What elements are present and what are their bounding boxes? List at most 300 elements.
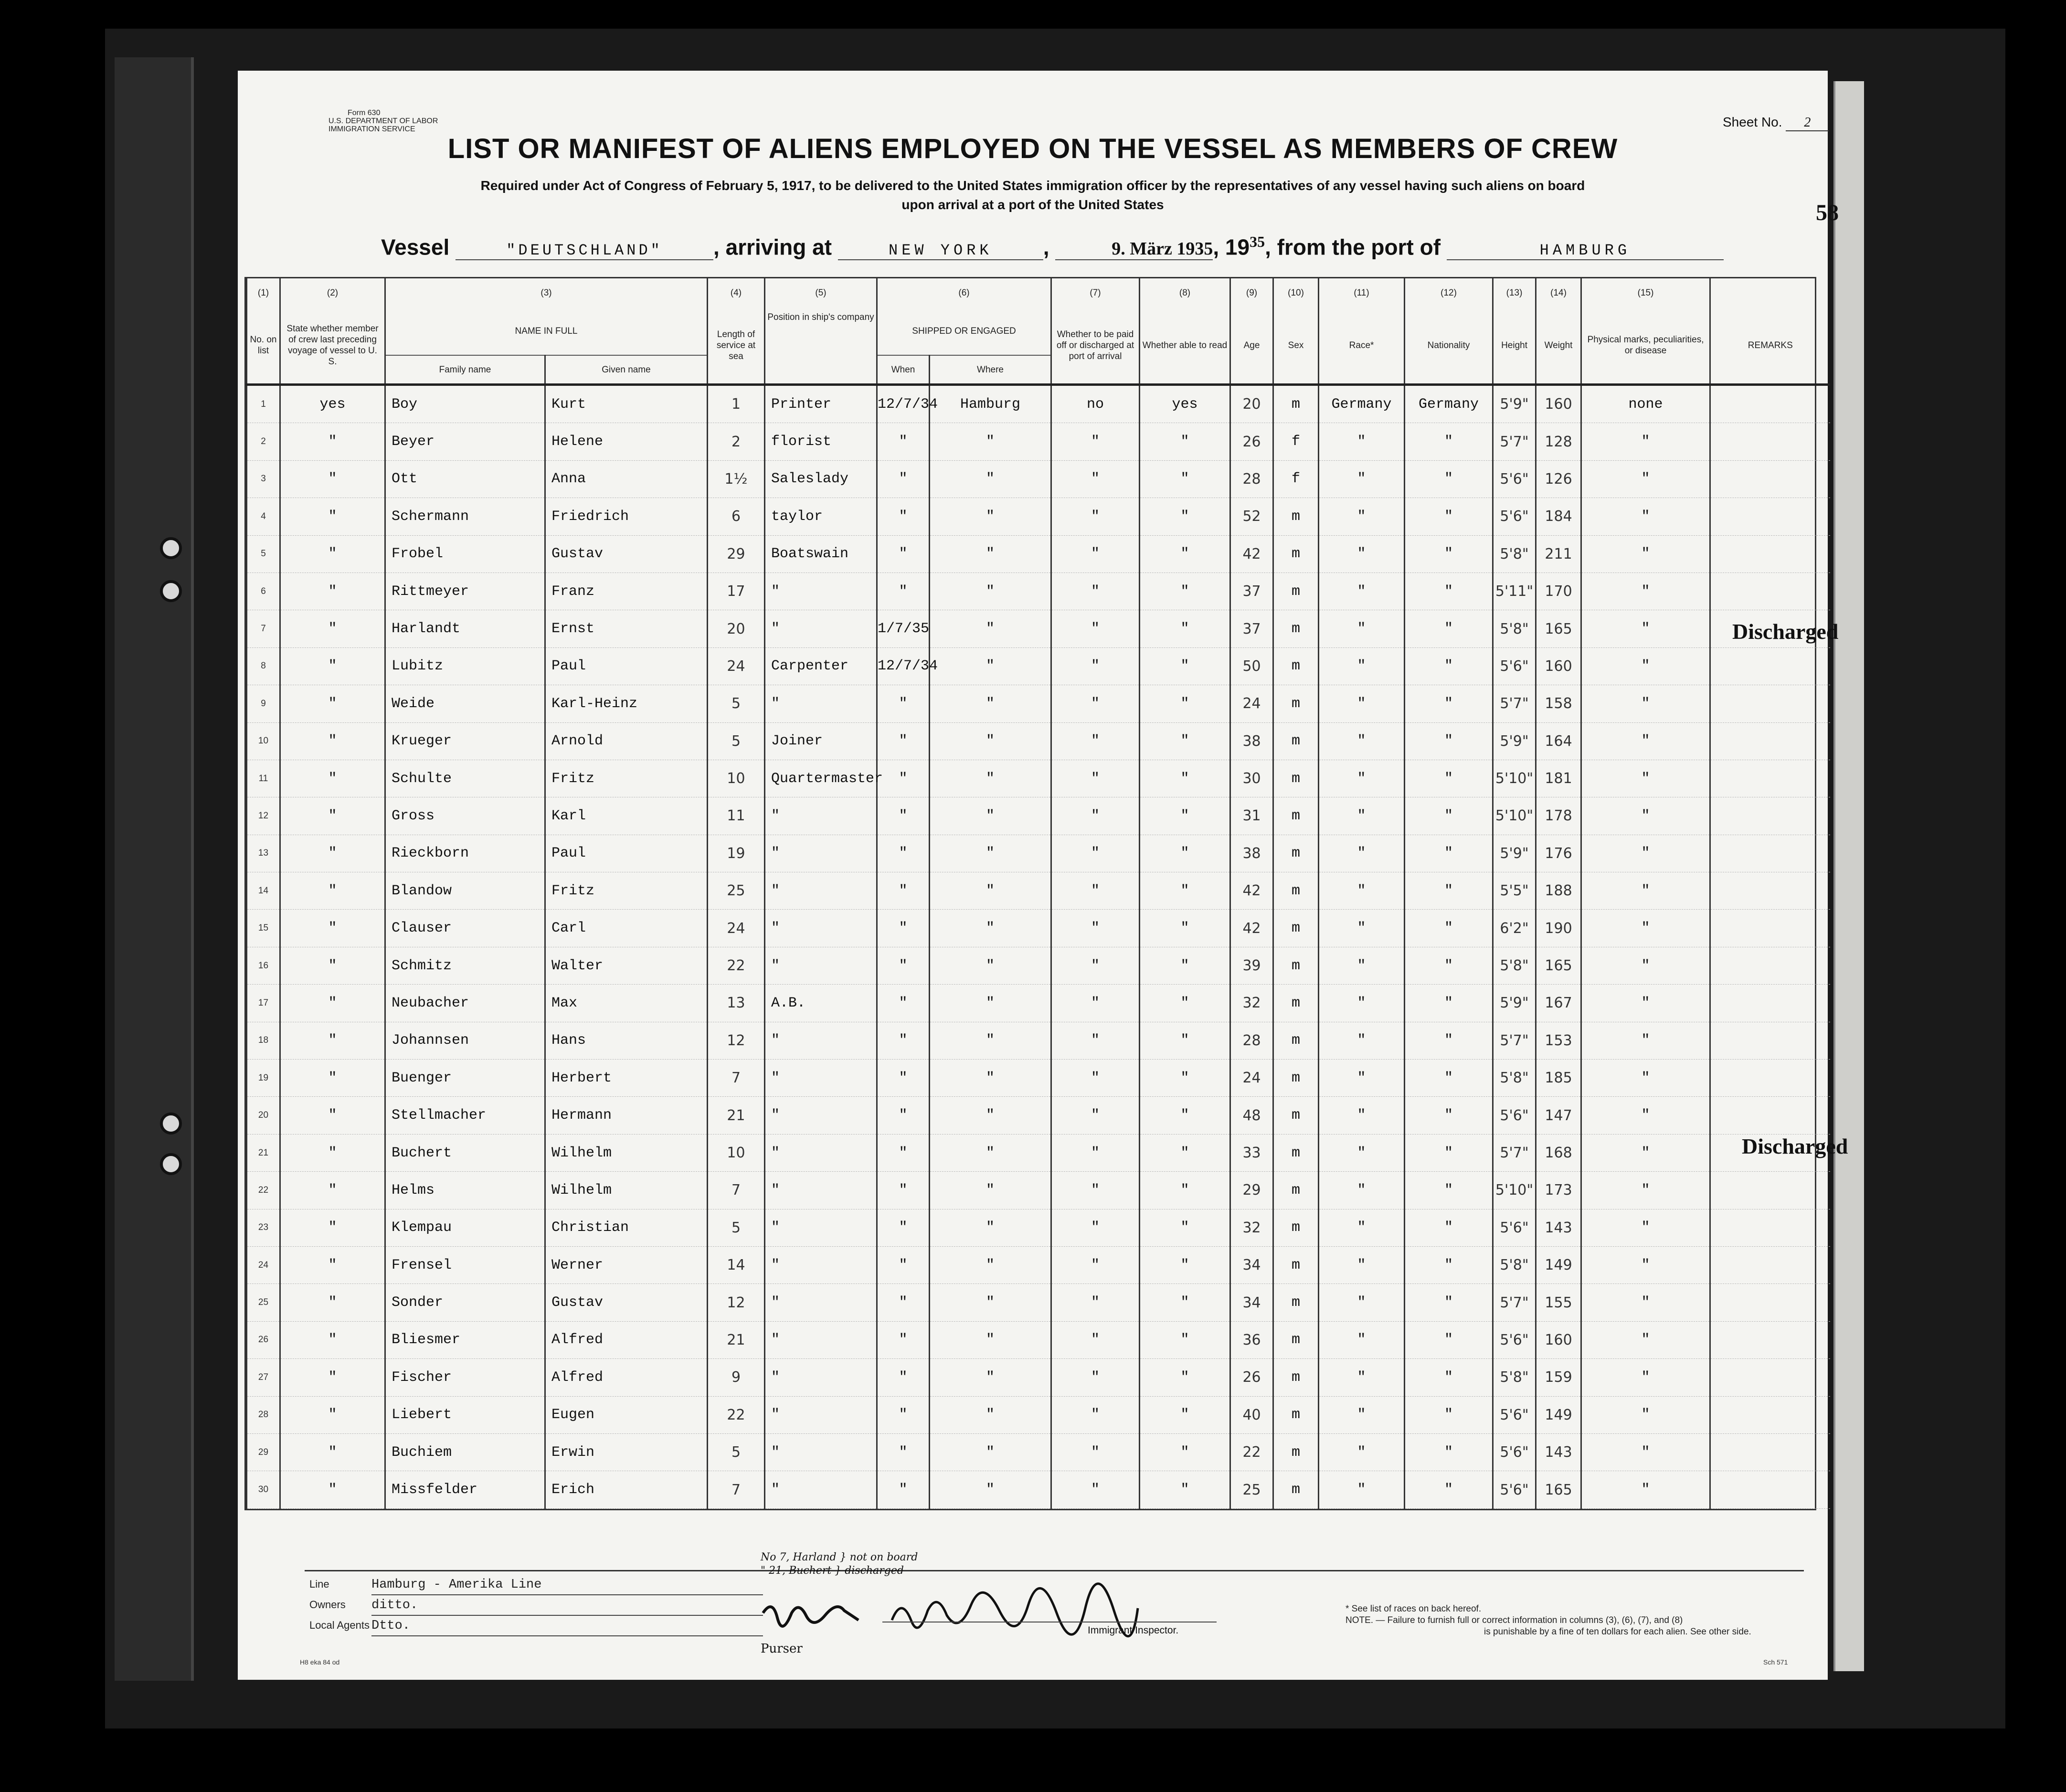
cell-race: " (1319, 722, 1405, 760)
remark-discharged-row-21: Discharged (1742, 1134, 1848, 1158)
cell-paid: " (1051, 498, 1140, 535)
cell-nationality: " (1405, 1284, 1493, 1321)
table-row (247, 1060, 1830, 1097)
cell-no: 23 (247, 1209, 280, 1246)
cell-weight: 173 (1536, 1172, 1581, 1209)
table-row (247, 722, 1830, 760)
col-num-8: (8) (1140, 278, 1230, 307)
vessel-label: Vessel (381, 234, 450, 260)
cell-prev: " (280, 1471, 385, 1508)
cell-given: Friedrich (545, 498, 708, 535)
cell-race: " (1319, 1359, 1405, 1396)
cell-nationality: " (1405, 947, 1493, 984)
cell-read: " (1140, 947, 1230, 984)
cell-position: A.B. (765, 985, 877, 1022)
cell-nationality: " (1405, 685, 1493, 722)
cell-weight: 126 (1536, 460, 1581, 498)
cell-no: 19 (247, 1060, 280, 1097)
cell-no: 17 (247, 985, 280, 1022)
cell-where: " (930, 610, 1051, 647)
header-position: Position in ship's company (765, 307, 877, 385)
cell-service: 12 (708, 1284, 765, 1321)
cell-weight: 184 (1536, 498, 1581, 535)
cell-physical: " (1581, 647, 1710, 685)
cell-where: " (930, 423, 1051, 460)
table-row (247, 1321, 1830, 1358)
cell-no: 14 (247, 872, 280, 910)
cell-age: 32 (1230, 1209, 1273, 1246)
cell-no: 5 (247, 535, 280, 573)
cell-paid: " (1051, 797, 1140, 835)
cell-where: " (930, 985, 1051, 1022)
cell-service: 24 (708, 647, 765, 685)
cell-prev: " (280, 1060, 385, 1097)
cell-height: 5'7" (1493, 1022, 1536, 1059)
cell-when: " (877, 1284, 930, 1321)
cell-physical: " (1581, 1321, 1710, 1358)
cell-nationality: " (1405, 610, 1493, 647)
cell-physical: " (1581, 1022, 1710, 1059)
cell-nationality: " (1405, 573, 1493, 610)
cell-height: 5'6" (1493, 1321, 1536, 1358)
cell-height: 5'6" (1493, 460, 1536, 498)
cell-when: " (877, 1396, 930, 1433)
cell-read: " (1140, 498, 1230, 535)
table-row (247, 1359, 1830, 1396)
page-stamp: 58 (1816, 200, 1839, 225)
cell-age: 25 (1230, 1471, 1273, 1508)
cell-no: 13 (247, 835, 280, 872)
table-row (247, 872, 1830, 910)
cell-height: 5'6" (1493, 1097, 1536, 1134)
cell-age: 36 (1230, 1321, 1273, 1358)
cell-position: " (765, 872, 877, 910)
cell-paid: " (1051, 1396, 1140, 1433)
table-row (247, 1172, 1830, 1209)
table-row (247, 460, 1830, 498)
cell-sex: m (1273, 610, 1319, 647)
cell-where: " (930, 1359, 1051, 1396)
cell-family: Rittmeyer (385, 573, 545, 610)
cell-service: 21 (708, 1097, 765, 1134)
cell-when: " (877, 797, 930, 835)
cell-race: " (1319, 1284, 1405, 1321)
cell-service: 10 (708, 1134, 765, 1171)
header-family-name: Family name (385, 355, 545, 385)
cell-height: 5'6" (1493, 1209, 1536, 1246)
cell-service: 11 (708, 797, 765, 835)
header-physical: Physical marks, peculiarities, or disease (1581, 307, 1710, 385)
cell-race: " (1319, 1172, 1405, 1209)
cell-physical: " (1581, 797, 1710, 835)
cell-height: 5'9" (1493, 835, 1536, 872)
footer-notes (1346, 1603, 1751, 1638)
cell-position: " (765, 1471, 877, 1508)
cell-where: " (930, 460, 1051, 498)
cell-no: 22 (247, 1172, 280, 1209)
fine-note-2: is punishable by a fine of ten dollars for each alien. See other side. (1484, 1627, 1751, 1637)
cell-service: 17 (708, 573, 765, 610)
table-row (247, 535, 1830, 573)
cell-position: " (765, 910, 877, 947)
cell-nationality: " (1405, 910, 1493, 947)
cell-age: 24 (1230, 1060, 1273, 1097)
cell-given: Fritz (545, 872, 708, 910)
cell-service: 1½ (708, 460, 765, 498)
cell-service: 2 (708, 423, 765, 460)
cell-family: Weide (385, 685, 545, 722)
cell-no: 3 (247, 460, 280, 498)
cell-sex: m (1273, 1359, 1319, 1396)
cell-nationality: Germany (1405, 385, 1493, 423)
col-num-11: (11) (1319, 278, 1405, 307)
cell-read: yes (1140, 385, 1230, 423)
cell-position: taylor (765, 498, 877, 535)
cell-paid: " (1051, 1209, 1140, 1246)
cell-paid: " (1051, 985, 1140, 1022)
crew-table (244, 277, 1816, 1510)
cell-weight: 178 (1536, 797, 1581, 835)
cell-weight: 170 (1536, 573, 1581, 610)
cell-weight: 153 (1536, 1022, 1581, 1059)
cell-sex: m (1273, 1284, 1319, 1321)
cell-given: Karl (545, 797, 708, 835)
cell-family: Blandow (385, 872, 545, 910)
cell-weight: 160 (1536, 1321, 1581, 1358)
cell-given: Herbert (545, 1060, 708, 1097)
cell-sex: m (1273, 947, 1319, 984)
cell-read: " (1140, 610, 1230, 647)
cell-nationality: " (1405, 647, 1493, 685)
cell-physical: none (1581, 385, 1710, 423)
cell-no: 26 (247, 1321, 280, 1358)
cell-where: " (930, 1321, 1051, 1358)
cell-family: Schmitz (385, 947, 545, 984)
cell-height: 5'9" (1493, 985, 1536, 1022)
cell-service: 24 (708, 910, 765, 947)
cell-service: 9 (708, 1359, 765, 1396)
cell-no: 24 (247, 1246, 280, 1283)
cell-family: Gross (385, 797, 545, 835)
form-header (328, 109, 438, 133)
cell-family: Liebert (385, 1396, 545, 1433)
cell-physical: " (1581, 722, 1710, 760)
cell-sex: m (1273, 1172, 1319, 1209)
col-num-12: (12) (1405, 278, 1493, 307)
cell-sex: m (1273, 985, 1319, 1022)
cell-age: 37 (1230, 573, 1273, 610)
remark-discharged-row-7: Discharged (1732, 619, 1839, 644)
table-row (247, 947, 1830, 984)
cell-family: Buchert (385, 1134, 545, 1171)
cell-where: " (930, 1284, 1051, 1321)
footer-labels (309, 1575, 763, 1636)
cell-service: 5 (708, 685, 765, 722)
cell-race: " (1319, 573, 1405, 610)
cell-physical: " (1581, 423, 1710, 460)
cell-paid: no (1051, 385, 1140, 423)
cell-remarks (1710, 1359, 1830, 1396)
cell-read: " (1140, 423, 1230, 460)
cell-where: " (930, 835, 1051, 872)
cell-position: " (765, 947, 877, 984)
table-row (247, 385, 1830, 423)
cell-race: " (1319, 835, 1405, 872)
arriving-port: NEW YORK (838, 242, 1043, 260)
purser-signature (763, 1607, 858, 1626)
cell-paid: " (1051, 647, 1140, 685)
cell-given: Erwin (545, 1433, 708, 1471)
cell-height: 5'11" (1493, 573, 1536, 610)
cell-family: Klempau (385, 1209, 545, 1246)
cell-service: 10 (708, 760, 765, 797)
cell-read: " (1140, 1433, 1230, 1471)
cell-nationality: " (1405, 498, 1493, 535)
cell-family: Schermann (385, 498, 545, 535)
table-row (247, 1209, 1830, 1246)
cell-physical: " (1581, 910, 1710, 947)
cell-height: 5'6" (1493, 1433, 1536, 1471)
cell-weight: 159 (1536, 1359, 1581, 1396)
cell-read: " (1140, 1321, 1230, 1358)
cell-given: Helene (545, 423, 708, 460)
cell-prev: " (280, 1359, 385, 1396)
vessel-name: "DEUTSCHLAND" (456, 242, 713, 260)
cell-sex: m (1273, 1321, 1319, 1358)
cell-when: " (877, 1471, 930, 1508)
cell-no: 16 (247, 947, 280, 984)
signatures (753, 1594, 1159, 1646)
cell-height: 5'7" (1493, 423, 1536, 460)
cell-paid: " (1051, 610, 1140, 647)
cell-height: 5'9" (1493, 385, 1536, 423)
cell-prev: " (280, 760, 385, 797)
cell-service: 6 (708, 498, 765, 535)
cell-given: Max (545, 985, 708, 1022)
cell-weight: 181 (1536, 760, 1581, 797)
cell-weight: 147 (1536, 1097, 1581, 1134)
cell-family: Buchiem (385, 1433, 545, 1471)
cell-paid: " (1051, 722, 1140, 760)
cell-family: Sonder (385, 1284, 545, 1321)
cell-where: " (930, 1097, 1051, 1134)
cell-race: " (1319, 1022, 1405, 1059)
cell-family: Harlandt (385, 610, 545, 647)
cell-nationality: " (1405, 1209, 1493, 1246)
cell-sex: m (1273, 1396, 1319, 1433)
cell-no: 18 (247, 1022, 280, 1059)
punch-hole (160, 1153, 182, 1175)
handwritten-note (761, 1551, 918, 1578)
cell-position: " (765, 1433, 877, 1471)
cell-race: " (1319, 1396, 1405, 1433)
col-num-10: (10) (1273, 278, 1319, 307)
table-row (247, 610, 1830, 647)
cell-age: 50 (1230, 647, 1273, 685)
cell-physical: " (1581, 1060, 1710, 1097)
cell-sex: m (1273, 647, 1319, 685)
cell-age: 42 (1230, 535, 1273, 573)
cell-remarks (1710, 1209, 1830, 1246)
cell-weight: 165 (1536, 610, 1581, 647)
cell-weight: 168 (1536, 1134, 1581, 1171)
cell-remarks (1710, 498, 1830, 535)
cell-given: Hermann (545, 1097, 708, 1134)
cell-height: 5'6" (1493, 1396, 1536, 1433)
cell-sex: m (1273, 722, 1319, 760)
cell-age: 26 (1230, 423, 1273, 460)
cell-paid: " (1051, 1060, 1140, 1097)
cell-weight: 185 (1536, 1060, 1581, 1097)
subtitle-line-2: upon arrival at a port of the United States (901, 197, 1164, 212)
cell-nationality: " (1405, 1433, 1493, 1471)
cell-sex: m (1273, 1060, 1319, 1097)
cell-remarks (1710, 760, 1830, 797)
sheet-number (1723, 115, 1829, 131)
cell-paid: " (1051, 872, 1140, 910)
cell-paid: " (1051, 573, 1140, 610)
header-length-service: Length of service at sea (708, 307, 765, 385)
cell-age: 24 (1230, 685, 1273, 722)
table-row (247, 1022, 1830, 1059)
cell-where: " (930, 685, 1051, 722)
cell-physical: " (1581, 535, 1710, 573)
cell-family: Johannsen (385, 1022, 545, 1059)
cell-height: 5'8" (1493, 947, 1536, 984)
cell-position: Boatswain (765, 535, 877, 573)
cell-remarks (1710, 1433, 1830, 1471)
cell-position: " (765, 1097, 877, 1134)
cell-sex: m (1273, 872, 1319, 910)
cell-family: Buenger (385, 1060, 545, 1097)
cell-remarks (1710, 460, 1830, 498)
cell-given: Eugen (545, 1396, 708, 1433)
cell-given: Karl-Heinz (545, 685, 708, 722)
cell-nationality: " (1405, 872, 1493, 910)
owners-value: ditto. (371, 1596, 763, 1616)
cell-prev: " (280, 722, 385, 760)
cell-remarks (1710, 1471, 1830, 1508)
cell-nationality: " (1405, 1321, 1493, 1358)
cell-service: 22 (708, 1396, 765, 1433)
cell-read: " (1140, 1359, 1230, 1396)
cell-no: 9 (247, 685, 280, 722)
cell-read: " (1140, 1471, 1230, 1508)
cell-no: 25 (247, 1284, 280, 1321)
cell-given: Christian (545, 1209, 708, 1246)
vessel-line: Vessel "DEUTSCHLAND" , arriving at NEW YORK , 9. März 1935, $19^{35}$, from the port of HAMBURG (381, 233, 1724, 260)
cell-remarks (1710, 385, 1830, 423)
cell-position: Carpenter (765, 647, 877, 685)
cell-service: 13 (708, 985, 765, 1022)
cell-when: 1/7/35 (877, 610, 930, 647)
page-title: LIST OR MANIFEST OF ALIENS EMPLOYED ON THE VESSEL AS MEMBERS OF CREW (447, 133, 1618, 164)
cell-read: " (1140, 1097, 1230, 1134)
cell-prev: " (280, 1246, 385, 1283)
cell-where: " (930, 1209, 1051, 1246)
cell-no: 6 (247, 573, 280, 610)
cell-paid: " (1051, 1359, 1140, 1396)
cell-no: 11 (247, 760, 280, 797)
cell-no: 1 (247, 385, 280, 423)
cell-given: Ernst (545, 610, 708, 647)
cell-given: Alfred (545, 1359, 708, 1396)
table-row (247, 1433, 1830, 1471)
col-num-9: (9) (1230, 278, 1273, 307)
cell-remarks (1710, 535, 1830, 573)
cell-race: " (1319, 797, 1405, 835)
cell-prev: " (280, 835, 385, 872)
cell-race: " (1319, 647, 1405, 685)
cell-family: Clauser (385, 910, 545, 947)
cell-race: " (1319, 1134, 1405, 1171)
col-num-3: (3) (385, 278, 708, 307)
cell-weight: 149 (1536, 1396, 1581, 1433)
cell-sex: m (1273, 1022, 1319, 1059)
cell-no: 15 (247, 910, 280, 947)
cell-given: Paul (545, 647, 708, 685)
cell-remarks (1710, 910, 1830, 947)
cell-given: Arnold (545, 722, 708, 760)
cell-prev: " (280, 535, 385, 573)
cell-given: Anna (545, 460, 708, 498)
cell-paid: " (1051, 835, 1140, 872)
cell-nationality: " (1405, 760, 1493, 797)
cell-when: " (877, 1097, 930, 1134)
cell-prev: " (280, 647, 385, 685)
cell-height: 5'8" (1493, 1359, 1536, 1396)
cell-remarks (1710, 722, 1830, 760)
cell-when: " (877, 760, 930, 797)
cell-no: 28 (247, 1396, 280, 1433)
cell-physical: " (1581, 1433, 1710, 1471)
cell-prev: " (280, 1134, 385, 1171)
cell-where: " (930, 797, 1051, 835)
schedule-code: Sch 571 (1763, 1658, 1788, 1666)
cell-read: " (1140, 835, 1230, 872)
cell-where: " (930, 1433, 1051, 1471)
cell-age: 33 (1230, 1134, 1273, 1171)
cell-given: Walter (545, 947, 708, 984)
cell-age: 28 (1230, 1022, 1273, 1059)
from-label: , from the port of (1265, 234, 1441, 260)
cell-read: " (1140, 985, 1230, 1022)
col-num-4: (4) (708, 278, 765, 307)
cell-prev: " (280, 947, 385, 984)
cell-sex: m (1273, 685, 1319, 722)
cell-age: 48 (1230, 1097, 1273, 1134)
arriving-label: , arriving at (713, 234, 832, 260)
binder-spine (115, 57, 194, 1681)
cell-physical: " (1581, 947, 1710, 984)
cell-nationality: " (1405, 535, 1493, 573)
table-row (247, 985, 1830, 1022)
col-num-1: (1) (247, 278, 280, 307)
cell-sex: m (1273, 760, 1319, 797)
page-edge (1833, 81, 1864, 1671)
cell-physical: " (1581, 1209, 1710, 1246)
cell-prev: " (280, 573, 385, 610)
cell-height: 5'10" (1493, 1172, 1536, 1209)
cell-paid: " (1051, 1284, 1140, 1321)
print-code: H8 eka 84 od (300, 1658, 340, 1666)
cell-race: " (1319, 947, 1405, 984)
cell-sex: m (1273, 1097, 1319, 1134)
line-row (309, 1575, 763, 1595)
cell-family: Frobel (385, 535, 545, 573)
cell-height: 5'8" (1493, 610, 1536, 647)
cell-position: " (765, 1060, 877, 1097)
